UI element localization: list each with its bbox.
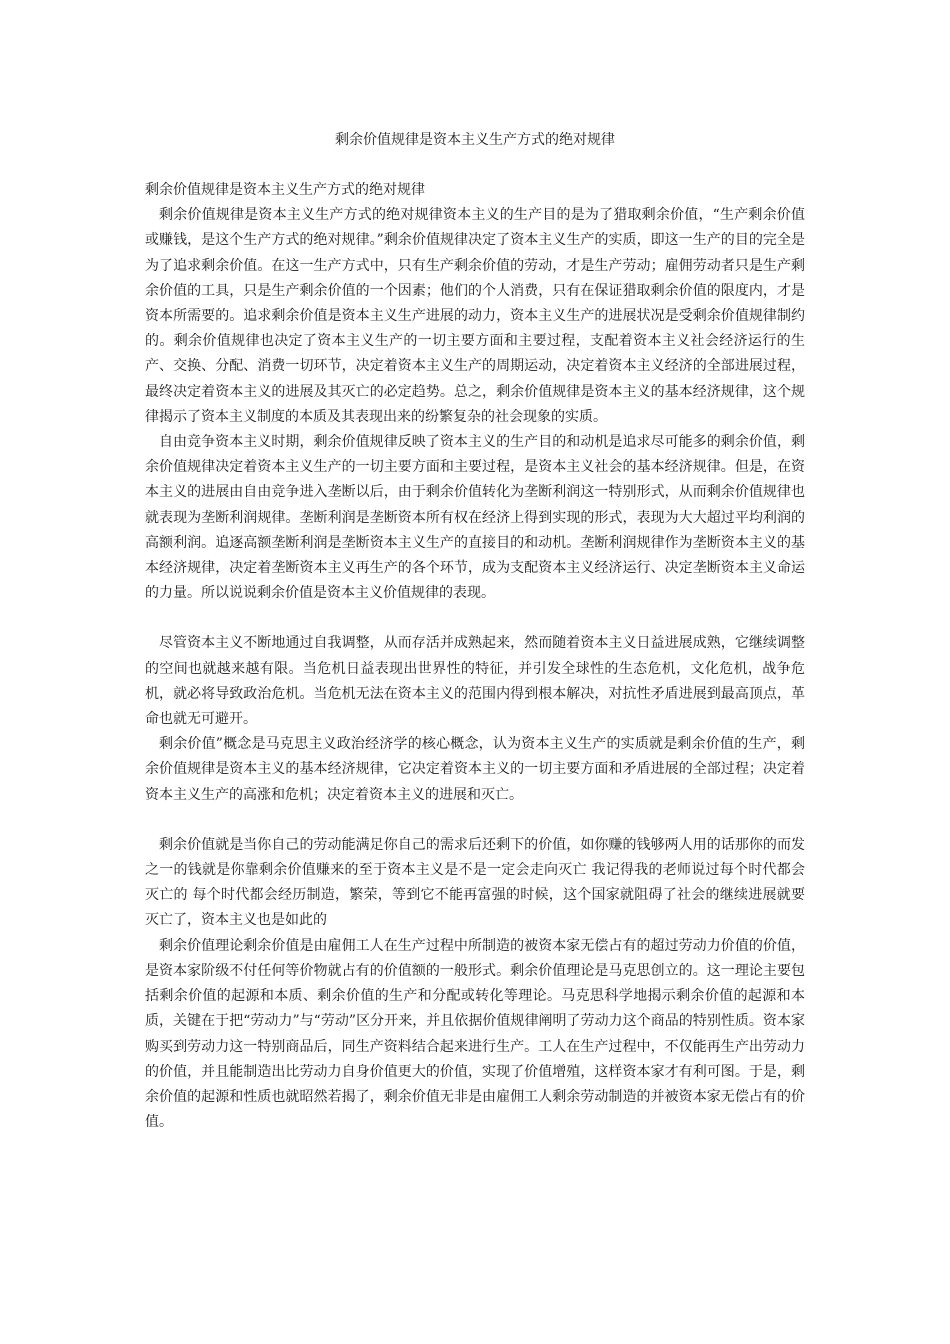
paragraph-1: 剩余价值规律是资本主义生产方式的绝对规律资本主义的生产目的是为了猎取剩余价值，“生产剩余价值或赚钱，是这个生产方式的绝对规律。”剩余价值规律决定了资本主义生产的实质，即这一生产的目的完全是为了追求剩余价值。在这一生产方式中，只有生产剩余价值的劳动，才是生产劳动；雇佣劳动者只是生产剩余价值的工具，只是生产剩余价值的一个因素；他们的个人消费，只有在保证猎取剩余价值的限度内，才是资本所需要的。追求剩余价值是资本主义生产进展的动力，资本主义生产的进展状况是受剩余价值规律制约的。剩余价值规律也决定了资本主义生产的一切主要方面和主要过程，支配着资本主义社会经济运行的生产、交换、分配、消费一切环节，决定着资本主义生产的周期运动，决定着资本主义经济的全部进展过程，最终决定着资本主义的进展及其灭亡的必定趋势。总之，剩余价值规律是资本主义的基本经济规律，这个规律揭示了资本主义制度的本质及其表现出来的纷繁复杂的社会现象的实质。 <box>145 207 805 425</box>
document-subtitle: 剩余价值规律是资本主义生产方式的绝对规律 <box>145 182 425 198</box>
paragraph-gap <box>145 606 805 631</box>
paragraph-2: 自由竞争资本主义时期，剩余价值规律反映了资本主义的生产目的和动机是追求尽可能多的剩余价值，剩余价值规律决定着资本主义生产的一切主要方面和主要过程，是资本主义社会的基本经济规律。但是，在资本主义的进展由自由竞争进入垄断以后，由于剩余价值转化为垄断利润这一特别形式，从而剩余价值规律也就表现为垄断利润规律。垄断利润是垄断资本所有权在经济上得到实现的形式，表现为大大超过平均利润的高额利润。追逐高额垄断利润是垄断资本主义生产的直接目的和动机。垄断利润规律作为垄断资本主义的基本经济规律，决定着垄断资本主义再生产的各个环节，成为支配资本主义经济运行、决定垄断资本主义命运的力量。所以说说剩余价值是资本主义价值规律的表现。 <box>145 434 805 602</box>
paragraph-gap <box>145 808 805 833</box>
paragraph-4: 剩余价值”概念是马克思主义政治经济学的核心概念，认为资本主义生产的实质就是剩余价值的生产，剩余价值规律是资本主义的基本经济规律，它决定着资本主义的一切主要方面和矛盾进展的全部过程；决定着资本主义生产的高涨和危机；决定着资本主义的进展和灭亡。 <box>145 736 805 803</box>
document-body <box>145 178 805 1135</box>
paragraph-6: 剩余价值理论剩余价值是由雇佣工人在生产过程中所制造的被资本家无偿占有的超过劳动力价值的价值，是资本家阶级不付任何等价物就占有的价值额的一般形式。剩余价值理论是马克思创立的。这一理论主要包括剩余价值的起源和本质、剩余价值的生产和分配或转化等理论。马克思科学地揭示剩余价值的起源和本质，关键在于把“劳动力”与“劳动”区分开来，并且依据价值规律阐明了劳动力这个商品的特别性质。资本家购买到劳动力这一特别商品后，同生产资料结合起来进行生产。工人在生产过程中，不仅能再生产出劳动力的价值，并且能制造出比劳动力自身价值更大的价值，实现了价值增殖，这样资本家才有利可图。于是，剩余价值的起源和性质也就昭然若揭了，剩余价值无非是由雇佣工人剩余劳动制造的并被资本家无偿占有的价值。 <box>145 937 805 1131</box>
paragraph-5: 剩余价值就是当你自己的劳动能满足你自己的需求后还剩下的价值，如你赚的钱够两人用的话那你的而发之一的钱就是你靠剩余价值赚来的至于资本主义是不是一定会走向灭亡 我记得我的老师说过每个时代都会灭亡的 每个时代都会经历制造，繁荣，等到它不能再富强的时候，这个国家就阻碍了社会的继续进展就要灭亡了，资本主义也是如此的 <box>145 836 805 929</box>
document-title: 剩余价值规律是资本主义生产方式的绝对规律 <box>335 132 615 148</box>
paragraph-3: 尽管资本主义不断地通过自我调整，从而存活并成熟起来，然而随着资本主义日益进展成熟，它继续调整的空间也就越来越有限。当危机日益表现出世界性的特征，并引发全球性的生态危机，文化危机，战争危机，就必将导致政治危机。当危机无法在资本主义的范围内得到根本解决，对抗性矛盾进展到最高顶点，革命也就无可避开。 <box>145 635 805 728</box>
